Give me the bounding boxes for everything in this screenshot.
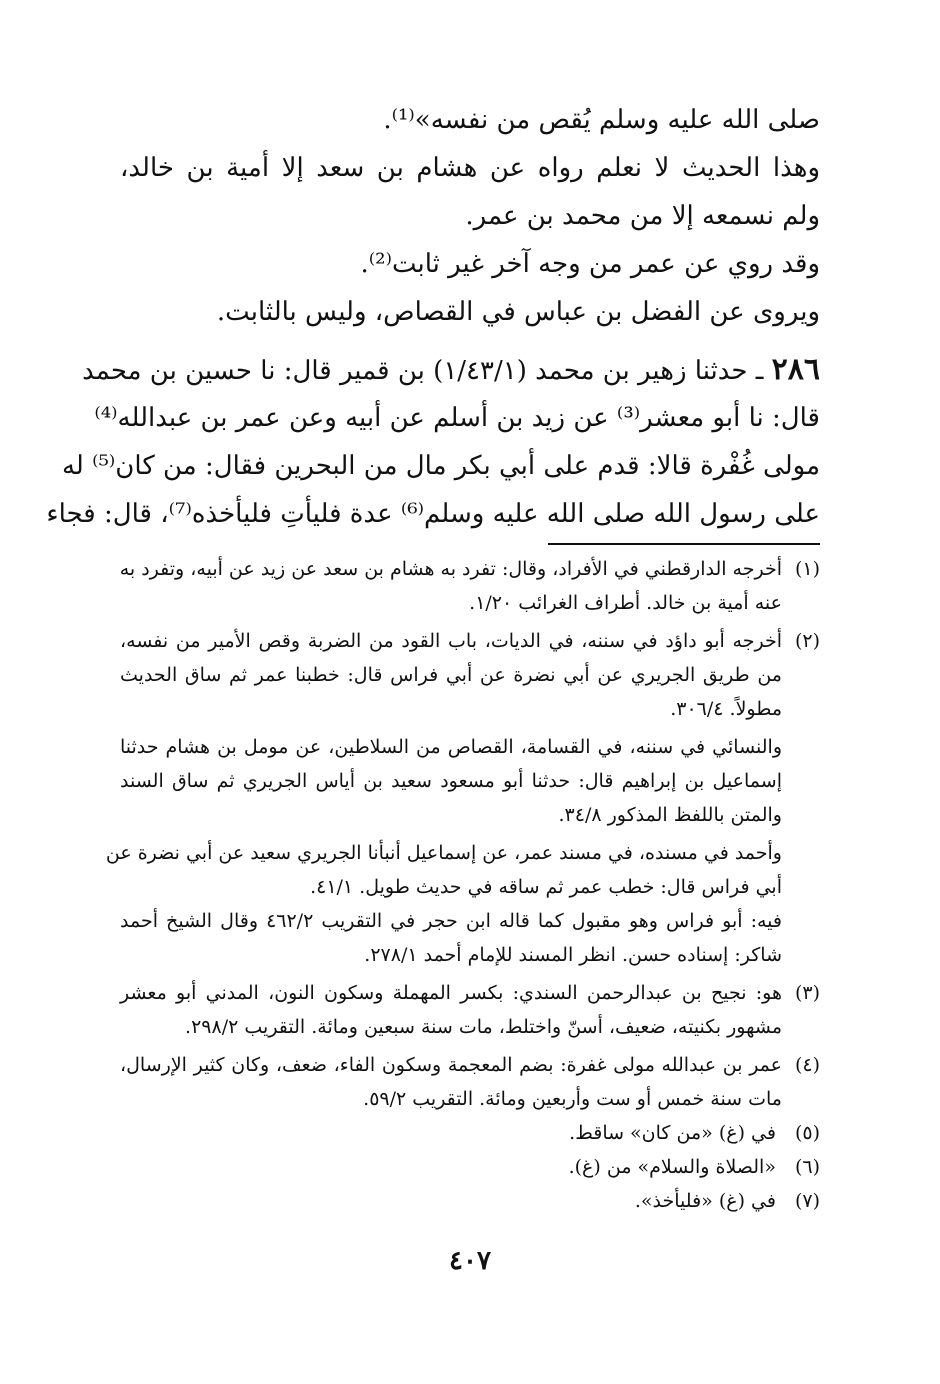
- footnote-number: (٣): [794, 982, 820, 1004]
- footnote-number: (٦): [794, 1156, 820, 1178]
- text-line: وقد روي عن عمر من وجه آخر غير ثابت⁽²⁾.: [360, 249, 820, 279]
- footnote-number: (١): [794, 558, 820, 580]
- footnote-line: (١)أخرجه الدارقطني في الأفراد، وقال: تفرد به هشام بن سعد عن زيد عن أبيه، وتفرد به: [120, 552, 820, 586]
- footnote-line: فيه: أبو فراس وهو مقبول كما قاله ابن حجر في التقريب ٤٦٢/٢ وقال الشيخ أحمد: [120, 910, 782, 932]
- footnote-number: (٧): [794, 1190, 820, 1212]
- hadith-line: قال: نا أبو معشر⁽³⁾ عن زيد بن أسلم عن أبيه وعن عمر بن عبدالله⁽⁴⁾: [94, 403, 820, 433]
- footnote-line: (٣)هو: نجيح بن عبدالرحمن السندي: بكسر المهملة وسكون النون، المدني أبو معشر: [120, 976, 820, 1010]
- footnote-line: (٦) «الصلاة والسلام» من (غ).: [120, 1150, 820, 1184]
- hadith-line: مولى غُفْرة قالا: قدم على أبي بكر مال من البحرين فقال: من كان⁽⁵⁾ له: [61, 451, 820, 481]
- footnote-line: (٢)أخرجه أبو داؤد في سننه، في الديات، باب القود من الضربة وقص الأمير من نفسه،: [120, 624, 820, 658]
- footnotes: [105, 552, 820, 1218]
- hadith-opening: ـ حدثنا زهير بن محمد (١/٤٣/١) بن قمير قال: نا حسين بن محمد: [82, 356, 772, 386]
- hadith-number: ٢٨٦: [771, 352, 820, 387]
- footnote-divider: [548, 543, 820, 545]
- footnote-line: أبي فراس قال: خطب عمر ثم ساقه في حديث طويل. ٤١/١.: [310, 876, 782, 898]
- footnote-line: مطولاً. ٣٠٦/٤.: [670, 698, 782, 720]
- footnote-line: مات سنة خمس أو ست وأربعين ومائة. التقريب ٥٩/٢.: [363, 1088, 782, 1110]
- footnote-line: والمتن باللفظ المذكور ٣٤/٨.: [558, 804, 782, 826]
- footnote-line: (٧) في (غ) «فليأخذ».: [120, 1184, 820, 1218]
- footnote-number: (٢): [794, 630, 820, 652]
- footnote-number: (٥): [794, 1122, 820, 1144]
- footnote-line: (٤)عمر بن عبدالله مولى غفرة: بضم المعجمة وسكون الفاء، ضعف، وكان كثير الإرسال،: [120, 1048, 820, 1082]
- footnote-line: إسماعيل بن إبراهيم قال: حدثنا أبو مسعود سعيد بن أياس الجريري ثم ساق السند: [120, 770, 782, 792]
- text-line: ويروى عن الفضل بن عباس في القصاص، وليس بالثابت.: [216, 297, 820, 327]
- footnote-line: شاكر: إسناده حسن. انظر المسند للإمام أحمد ٢٧٨/١.: [364, 944, 782, 966]
- text-line: ولم نسمعه إلا من محمد بن عمر.: [465, 201, 820, 231]
- text-line: صلى الله عليه وسلم يُقص من نفسه»⁽¹⁾.: [383, 105, 820, 135]
- hadith-first-line: [82, 346, 820, 394]
- text-line: وهذا الحديث لا نعلم رواه عن هشام بن سعد إلا أمية بن خالد،: [120, 153, 820, 183]
- footnote-number: (٤): [794, 1054, 820, 1076]
- main-text: [46, 96, 820, 538]
- footnote-line: من طريق الجريري عن أبي نضرة عن أبي فراس قال: خطبنا عمر ثم ساق الحديث: [120, 664, 782, 686]
- footnote-line: عنه أمية بن خالد. أطراف الغرائب ١/٢٠.: [469, 592, 782, 614]
- footnote-line: (٥) في (غ) «من كان» ساقط.: [120, 1116, 820, 1150]
- footnote-line: وأحمد في مسنده، في مسند عمر، عن إسماعيل أنبأنا الجريري سعيد عن أبي نضرة عن: [105, 842, 782, 864]
- footnote-line: والنسائي في سننه، في القسامة، القصاص من السلاطين، عن مومل بن هشام حدثنا: [120, 736, 782, 758]
- page-number: ٤٠٧: [449, 1246, 491, 1276]
- hadith-line: على رسول الله صلى الله عليه وسلم⁽⁶⁾ عدة فليأتِ فليأخذه⁽⁷⁾، قال: فجاء: [46, 499, 820, 529]
- footnote-line: مشهور بكنيته، ضعيف، أسنّ واختلط، مات سنة سبعين ومائة. التقريب ٢٩٨/٢.: [185, 1016, 782, 1038]
